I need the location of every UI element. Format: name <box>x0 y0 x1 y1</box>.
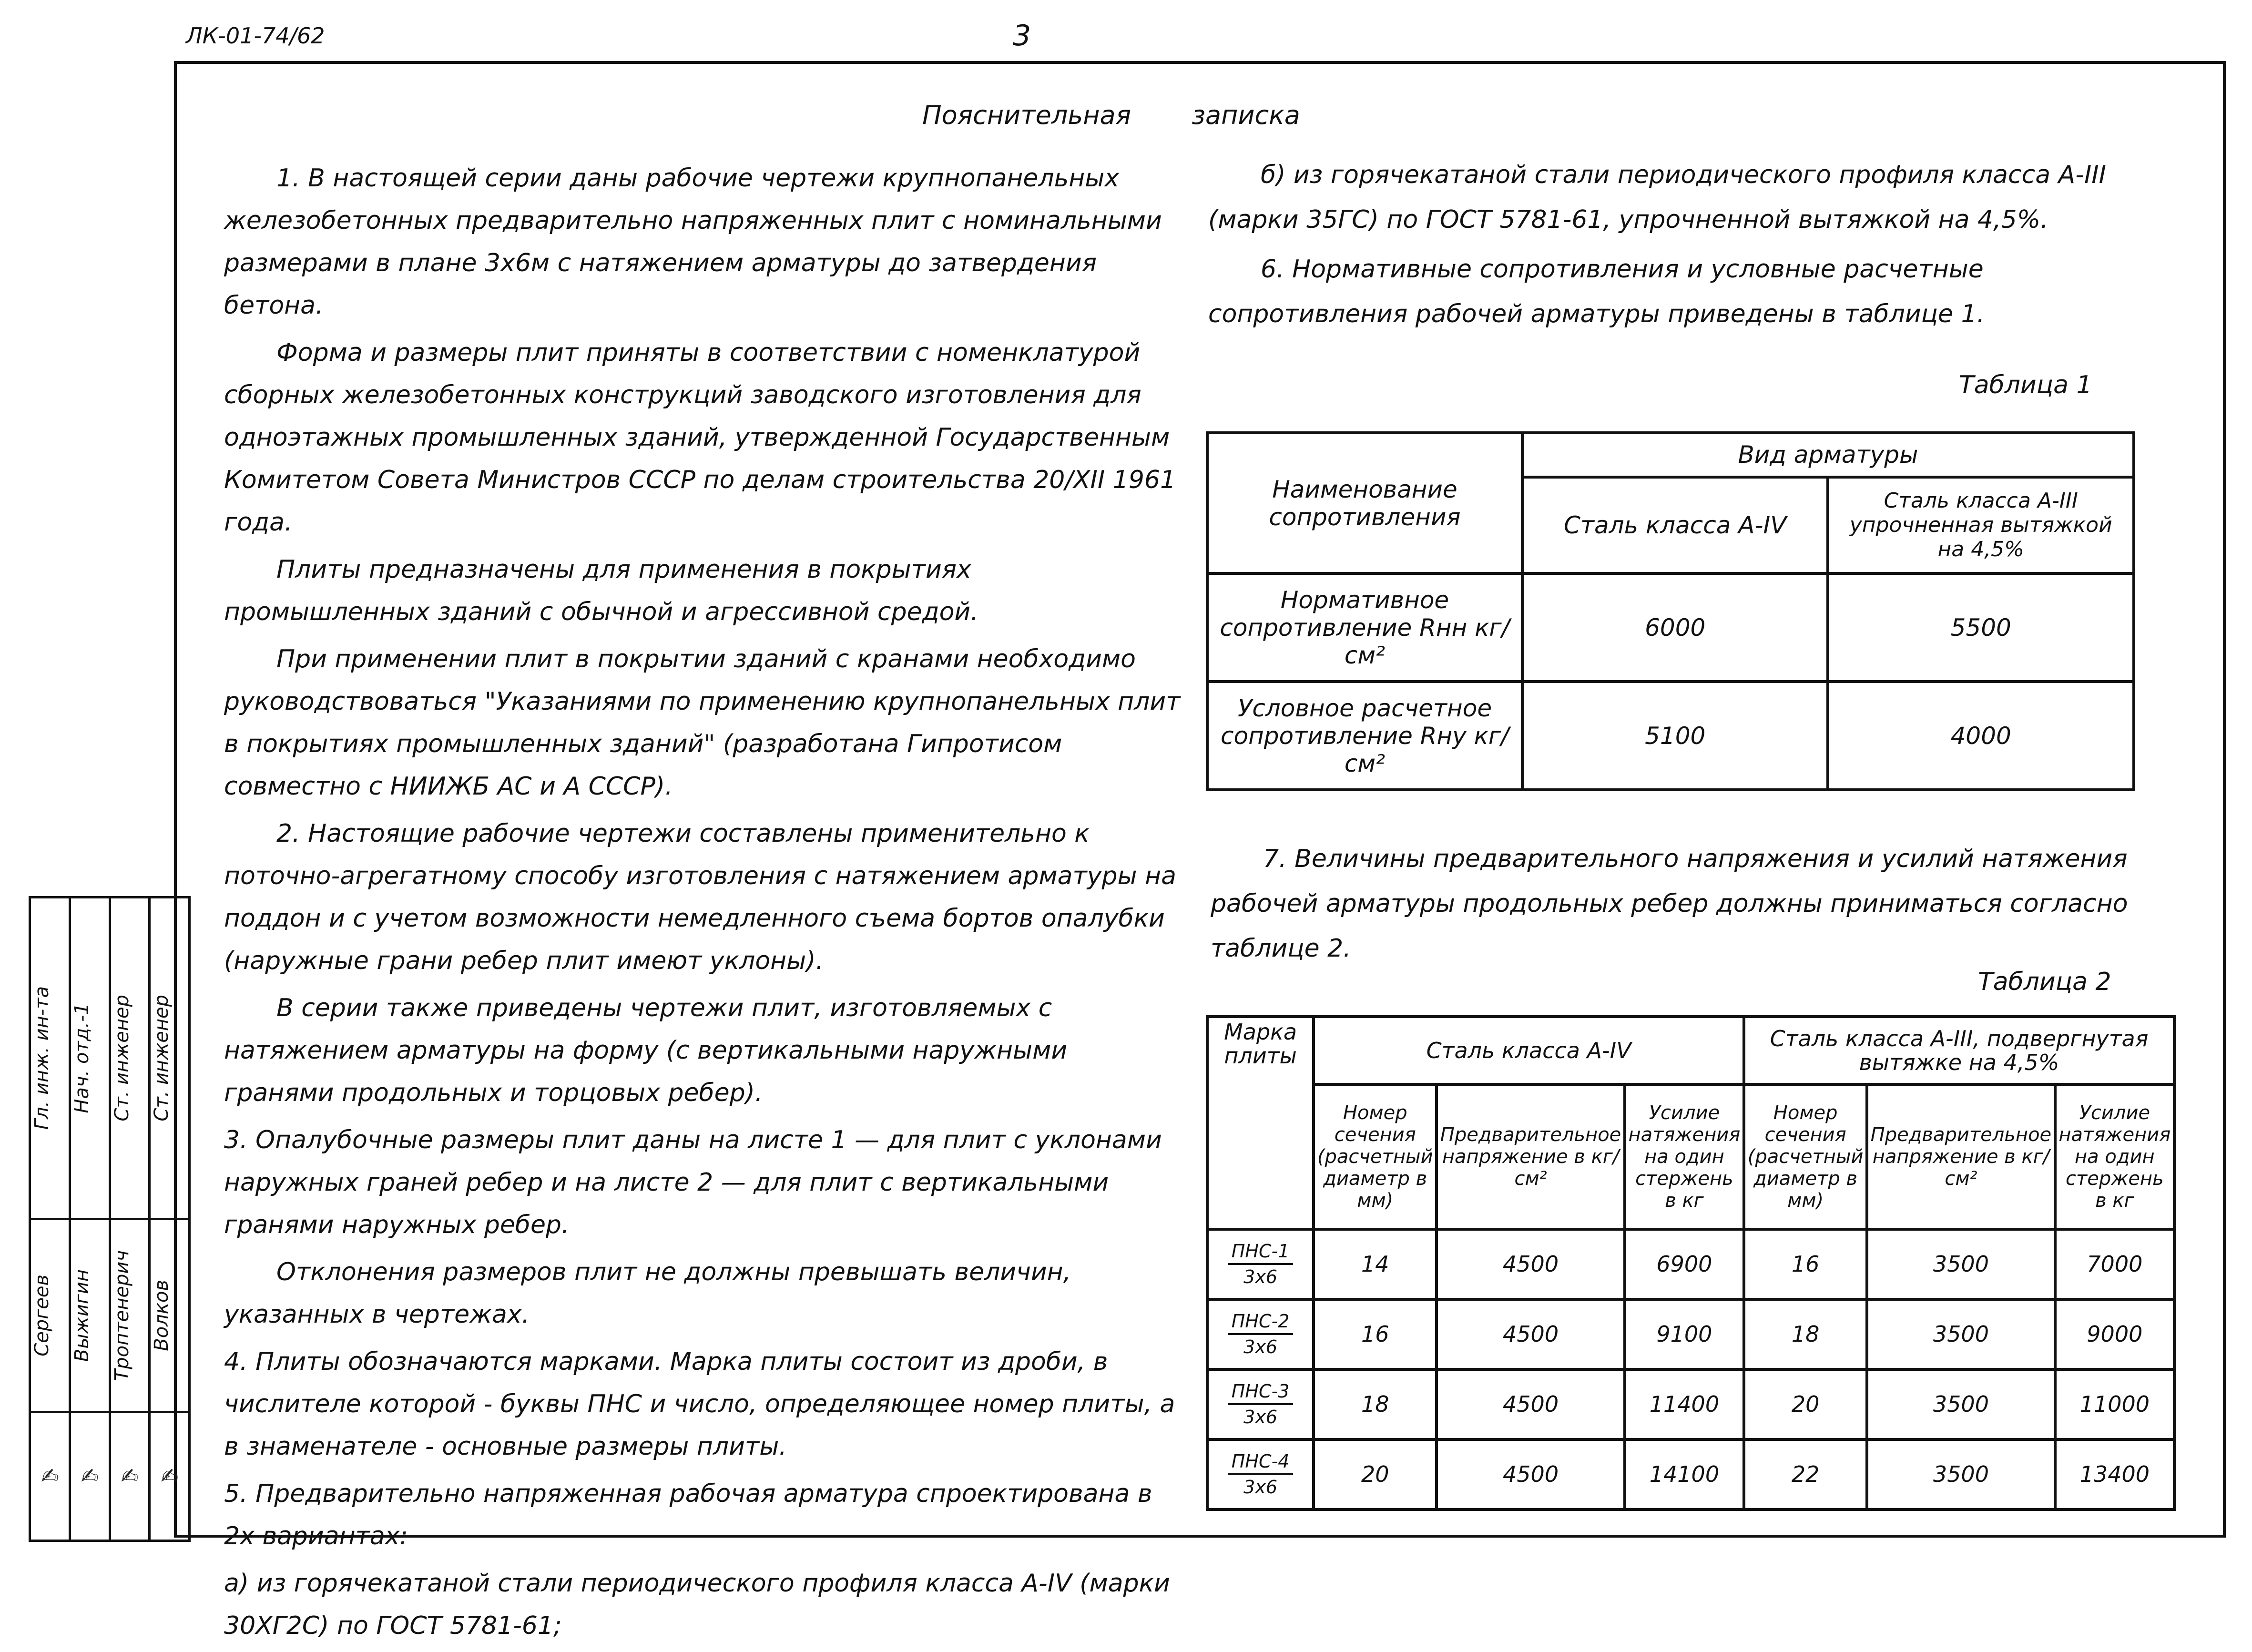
t1-header-group: Вид арматуры <box>1522 433 2134 477</box>
t1-header-name: Наименование сопротивления <box>1207 433 1522 573</box>
t2-header-mark: Марка плиты <box>1207 1017 1314 1229</box>
cell: 11400 <box>1625 1369 1744 1439</box>
cell: 14 <box>1314 1229 1437 1299</box>
signature-icon: ✍ <box>121 1464 139 1489</box>
cell: 11000 <box>2055 1369 2174 1439</box>
signature-icon: ✍ <box>81 1464 99 1489</box>
table-1-caption: Таблица 1 <box>1959 371 2092 399</box>
cell: 9000 <box>2055 1299 2174 1369</box>
stamp-name-2: Выжигин <box>71 1269 93 1362</box>
stamp-name-3: Троптенерич <box>111 1250 133 1381</box>
t1-row2-name: Условное расчетное сопротивление Rну кг/см² <box>1207 682 1522 790</box>
cell: 6900 <box>1625 1229 1744 1299</box>
t2-header-group1: Сталь класса А-IV <box>1314 1017 1744 1084</box>
cell: 3500 <box>1867 1299 2055 1369</box>
t1-row1-val1: 6000 <box>1522 573 1828 682</box>
paragraph-3b: Отклонения размеров плит не должны превышать величин, указанных в чертежах. <box>224 1258 1071 1329</box>
t2-sub-2: Предварительное напряжение в кг/см² <box>1437 1084 1624 1229</box>
signature-icon: ✍ <box>161 1464 179 1489</box>
t1-header-col2: Сталь класса А-III упрочненная вытяжкой на 4,5% <box>1828 477 2134 574</box>
cell: 4500 <box>1437 1369 1624 1439</box>
paragraph-2b: В серии также приведены чертежи плит, изготовляемых с натяжением арматуры на форму (с вертикальными наружными гранями продольных и торцовых ребер). <box>224 994 1068 1107</box>
cell: 7000 <box>2055 1229 2174 1299</box>
page-number: 3 <box>1013 19 1031 52</box>
table-row <box>1207 1229 2174 1299</box>
row-mark: ПНС-3 3х6 <box>1207 1369 1314 1439</box>
cell: 14100 <box>1625 1439 1744 1509</box>
table-2-caption: Таблица 2 <box>1978 968 2111 996</box>
t1-row2-val1: 5100 <box>1522 682 1828 790</box>
paragraph-3: 3. Опалубочные размеры плит даны на листе 1 — для плит с уклонами наружных граней ребер и на листе 2 — для плит с вертикальными гранями наружных ребер. <box>224 1126 1162 1239</box>
page-title: Пояснительная записка <box>922 100 1300 130</box>
right-column <box>1208 153 2176 341</box>
cell: 18 <box>1744 1299 1867 1369</box>
table-1 <box>1206 431 2135 791</box>
t1-row1-val2: 5500 <box>1828 573 2134 682</box>
t2-sub-5: Предварительное напряжение в кг/см² <box>1867 1084 2055 1229</box>
stamp-role-4: Ст. инженер <box>151 995 173 1122</box>
paragraph-1d: При применении плит в покрытии зданий с кранами необходимо руководствоваться "Указаниями по применению крупнопанельных плит в покрытиях промышленных зданий" (разработана Гипротисом совместно с НИИЖБ АС и А СССР). <box>224 645 1181 801</box>
t2-sub-3: Усилие натяжения на один стержень в кг <box>1625 1084 1744 1229</box>
stamp-name-4: Волков <box>151 1280 173 1351</box>
signature-icon: ✍ <box>41 1464 59 1489</box>
cell: 3500 <box>1867 1439 2055 1509</box>
left-column <box>224 157 1182 1652</box>
paragraph-7: 7. Величины предварительного напряжения и усилий натяжения рабочей арматуры продольных ребер должны приниматься согласно таблице 2. <box>1211 845 2128 963</box>
document-code: ЛК-01-74/62 <box>186 23 325 49</box>
paragraph-2: 2. Настоящие рабочие чертежи составлены применительно к поточно-агрегатному способу изготовления с натяжением арматуры на поддон и с учетом возможности немедленного съема бортов опалубки (наружные грани ребер плит имеют уклоны). <box>224 819 1176 975</box>
table-2 <box>1206 1015 2176 1511</box>
cell: 3500 <box>1867 1369 2055 1439</box>
paragraph-1c: Плиты предназначены для применения в покрытиях промышленных зданий с обычной и агрессивной средой. <box>224 555 978 626</box>
cell: 3500 <box>1867 1229 2055 1299</box>
t2-header-group2: Сталь класса А-III, подвергнутая вытяжке на 4,5% <box>1744 1017 2174 1084</box>
t1-row1-name: Нормативное сопротивление Rнн кг/см² <box>1207 573 1522 682</box>
paragraph-5a: а) из горячекатаной стали периодического профиля класса А-IV (марки 30ХГ2С) по ГОСТ 5781-61; <box>224 1569 1170 1640</box>
paragraph-1: 1. В настоящей серии даны рабочие чертежи крупнопанельных железобетонных предварительно напряженных плит с номинальными размерами в плане 3х6м с натяжением арматуры до затвердения бетона. <box>224 164 1162 320</box>
cell: 9100 <box>1625 1299 1744 1369</box>
cell: 13400 <box>2055 1439 2174 1509</box>
paragraph-1b: Форма и размеры плит приняты в соответствии с номенклатурой сборных железобетонных конструкций заводского изготовления для одноэтажных промышленных зданий, утвержденной Государственным Комитетом Совета Министров СССР по делам строительства 20/XII 1961 года. <box>224 338 1176 537</box>
table-row <box>1207 1439 2174 1509</box>
stamp-role-1: Гл. инж. ин-та <box>31 986 53 1130</box>
t1-header-col1: Сталь класса А-IV <box>1522 477 1828 574</box>
row-mark: ПНС-2 3х6 <box>1207 1299 1314 1369</box>
paragraph-6: 6. Нормативные сопротивления и условные расчетные сопротивления рабочей арматуры приведены в таблице 1. <box>1208 255 1985 328</box>
cell: 16 <box>1744 1229 1867 1299</box>
cell: 20 <box>1744 1369 1867 1439</box>
row-mark: ПНС-1 3х6 <box>1207 1229 1314 1299</box>
t2-sub-6: Усилие натяжения на один стержень в кг <box>2055 1084 2174 1229</box>
paragraph-4: 4. Плиты обозначаются марками. Марка плиты состоит из дроби, в числителе которой - буквы ПНС и число, определяющее номер плиты, а в знаменателе - основные размеры плиты. <box>224 1347 1175 1461</box>
cell: 16 <box>1314 1299 1437 1369</box>
cell: 4500 <box>1437 1439 1624 1509</box>
stamp-role-3: Ст. инженер <box>111 995 133 1122</box>
cell: 20 <box>1314 1439 1437 1509</box>
t2-sub-1: Номер сечения (расчетный диаметр в мм) <box>1314 1084 1437 1229</box>
cell: 18 <box>1314 1369 1437 1439</box>
paragraph-5: 5. Предварительно напряженная рабочая арматура спроектирована в 2х вариантах: <box>224 1479 1152 1550</box>
cell: 22 <box>1744 1439 1867 1509</box>
row-mark: ПНС-4 3х6 <box>1207 1439 1314 1509</box>
t1-row2-val2: 4000 <box>1828 682 2134 790</box>
stamp-name-1: Сергеев <box>31 1275 53 1356</box>
paragraph-5b: б) из горячекатаной стали периодического профиля класса А-III (марки 35ГС) по ГОСТ 5781-61, упрочненной вытяжкой на 4,5%. <box>1208 161 2106 234</box>
t2-sub-4: Номер сечения (расчетный диаметр в мм) <box>1744 1084 1867 1229</box>
cell: 4500 <box>1437 1229 1624 1299</box>
stamp-role-2: Нач. отд.-1 <box>71 1003 93 1113</box>
table-row <box>1207 1299 2174 1369</box>
cell: 4500 <box>1437 1299 1624 1369</box>
title-block-stamp <box>29 896 191 1542</box>
table-row <box>1207 1369 2174 1439</box>
